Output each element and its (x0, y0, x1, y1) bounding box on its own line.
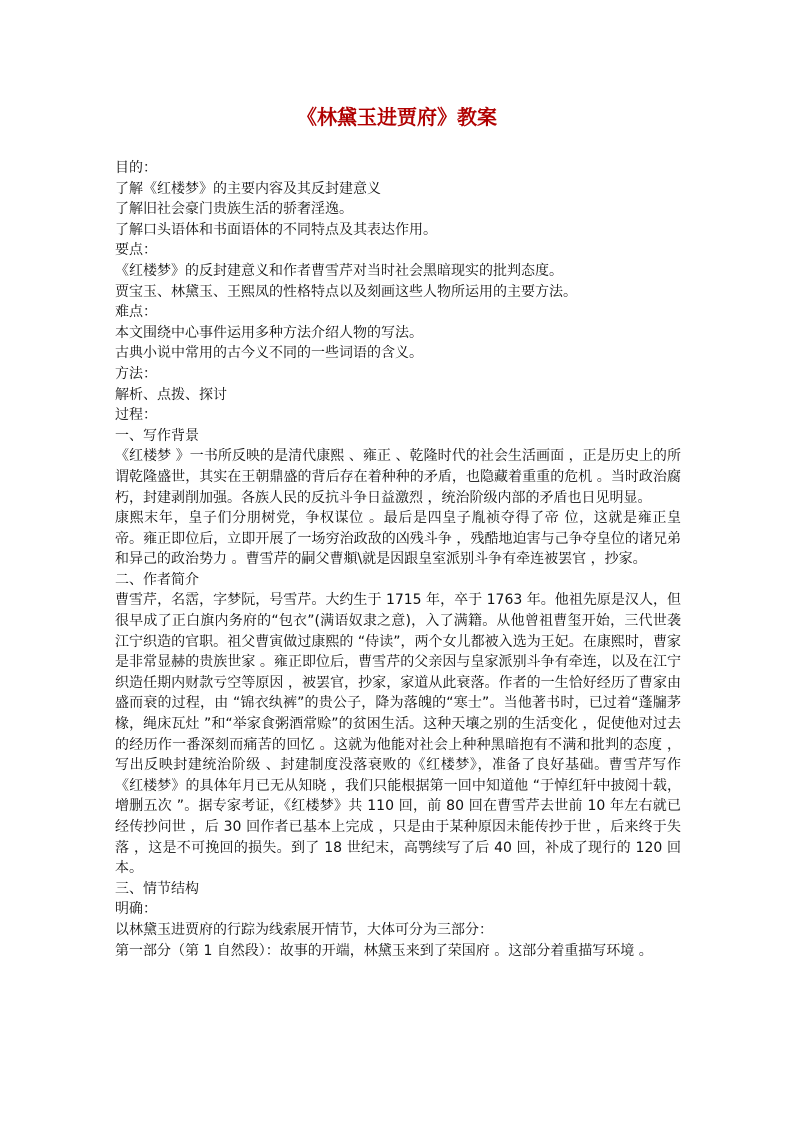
section-heading: 三、情节结构 (115, 880, 199, 897)
paragraph: 方法： (115, 365, 157, 382)
document-body (115, 158, 681, 961)
paragraph: 要点： (115, 242, 157, 259)
paragraph: 了解《红楼梦》的主要内容及其反封建意义 (115, 180, 381, 197)
paragraph: 明确： (115, 901, 157, 918)
document-title: 《林黛玉进贾府》教案 (297, 105, 497, 129)
paragraph: 本文围绕中心事件运用多种方法介绍人物的写法。 (115, 324, 423, 341)
paragraph: 目的： (115, 160, 157, 176)
paragraph: 以林黛玉进贾府的行踪为线索展开情节，大体可分为三部分： (115, 921, 493, 938)
paragraph: 康熙末年，皇子们分朋树党，争权谋位 。最后是四皇子胤祯夺得了帝 位，这就是雍正皇帝。雍正即位后，立即开展了一场穷治政敌的凶残斗争 ，残酷地迫害与己争夺皇位的诸兄弟和异己的政治势力 。曹雪芹的嗣父曹頫\就是因跟皇室派别斗争有牵连被罢官 ，抄家。 (115, 510, 681, 568)
paragraph: 曹雪芹，名霑，字梦阮，号雪芹。大约生于 1715 年，卒于 1763 年。他祖先原是汉人，但很早成了正白旗内务府的“包衣”(满语奴隶之意)，入了满籍。从他曾祖曹玺开始，三代世袭江宁织造的官职。祖父曹寅做过康熙的 “侍读”，两个女儿都被入选为王妃。在康熙时，曹家是非常显赫的贵族世家 。雍正即位后，曹雪芹的父亲因与皇家派别斗争有牵连，以及在江宁织造任期内财款亏空等原因 ，被罢官，抄家，家道从此衰落。作者的一生恰好经历了曹家由盛而衰的过程，由 “锦衣纨裤”的贵公子，降为落魄的“寒士”。当他著书时，已过着“蓬牖茅椽，绳床瓦灶 ”和“举家食粥酒常赊”的贫困生活。这种天壤之别的生活变化 ，促使他对过去的经历作一番深刻而痛苦的回忆 。这就为他能对社会上种种黑暗抱有不满和批判的态度 ，写出反映封建统治阶级 、封建制度没落衰败的《红楼梦》，准备了良好基础。曹雪芹写作《红楼梦》的具体年月已无从知晓 ，我们只能根据第一回中知道他 “于悼红轩中披阅十载，增删五次 ”。据专家考证，《红楼梦》共 110 回，前 80 回在曹雪芹去世前 10 年左右就已经传抄问世 ，后 30 回作者已基本上完成 ，只是由于某种原因未能传抄于世 ，后来终于失落 ，这是不可挽回的损失。到了 18 世纪末，高鹗续写了后 40 回，补成了现行的 120 回本。 (115, 592, 681, 877)
section-heading: 二、作者简介 (115, 571, 199, 588)
paragraph: 贾宝玉、林黛玉、王熙凤的性格特点以及刻画这些人物所运用的主要方法。 (115, 283, 577, 300)
paragraph: 第一部分（第 1 自然段）：故事的开端，林黛玉来到了荣国府 。这部分着重描写环境 。 (115, 942, 653, 959)
paragraph: 古典小说中常用的古今义不同的一些词语的含义。 (115, 345, 423, 362)
paragraph: 难点： (115, 304, 157, 321)
paragraph: 《红楼梦》的反封建意义和作者曹雪芹对当时社会黑暗现实的批判态度。 (115, 262, 563, 279)
paragraph: 过程： (115, 407, 157, 424)
paragraph: 了解旧社会豪门贵族生活的骄奢淫逸。 (115, 201, 353, 218)
paragraph: 解析、点拨、探讨 (115, 386, 227, 403)
paragraph: 了解口头语体和书面语体的不同特点及其表达作用。 (115, 221, 437, 238)
paragraph: 《红楼梦 》一书所反映的是清代康熙 、雍正 、乾隆时代的社会生活画面 ，正是历史上的所谓乾隆盛世，其实在王朝鼎盛的背后存在着种种的矛盾，也隐藏着重重的危机 。当时政治腐朽，封建剥削加强。各族人民的反抗斗争日益激烈 ，统治阶级内部的矛盾也日见明显。 (115, 448, 681, 506)
section-heading: 一、写作背景 (115, 427, 199, 444)
